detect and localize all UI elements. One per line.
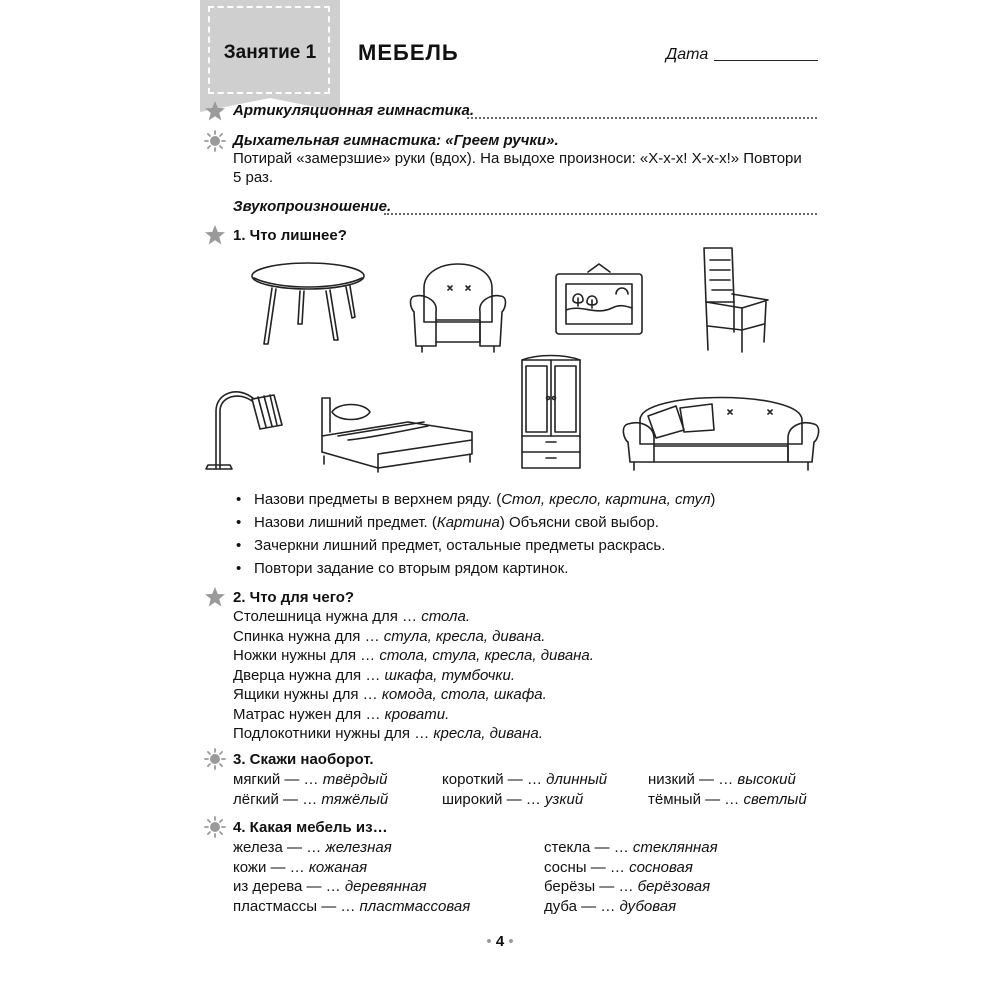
answer-text: берёзовая: [637, 878, 711, 895]
sound-heading: Звукопроизношение.: [233, 198, 392, 215]
answer-text: дубовая: [619, 897, 677, 915]
breath-text-line2: 5 раз.: [233, 169, 274, 186]
question-text: дуба — …: [544, 897, 620, 915]
bullet-text: Повтори задание со вторым рядом картинок.: [254, 560, 569, 577]
list-item: [442, 770, 607, 790]
question-text: из дерева — …: [233, 878, 345, 895]
answer-text: кровати.: [384, 705, 450, 723]
bullet-answer: Картина: [436, 514, 500, 531]
list-item: [233, 770, 388, 790]
question-text: низкий — …: [648, 771, 738, 788]
question-text: тёмный — …: [648, 790, 744, 808]
bullet-dot: •: [508, 933, 514, 950]
lesson-number: Занятие 1: [223, 42, 317, 63]
sun-icon: [204, 748, 226, 770]
wardrobe-picture[interactable]: [518, 352, 584, 470]
date-label: Дата: [666, 46, 709, 63]
answer-text: высокий: [737, 771, 796, 788]
question-text: Подлокотники нужны для …: [233, 725, 434, 742]
date-field[interactable]: [714, 60, 818, 61]
question-text: Ящики нужны для …: [233, 686, 382, 703]
task3-col-1: [233, 770, 388, 809]
bullet-answer: Стол, кресло, картина, стул: [501, 491, 711, 508]
list-item: [648, 790, 807, 810]
answer-text: пластмассовая: [359, 897, 471, 915]
task4-col-left: [233, 838, 470, 916]
bullet-text: Назови предметы в верхнем ряду. (: [254, 491, 502, 508]
question-text: Спинка нужна для …: [233, 627, 384, 645]
task1-bullets: [232, 488, 715, 580]
table-picture[interactable]: [248, 258, 368, 348]
question-text: стекла — …: [544, 839, 633, 856]
sofa-picture[interactable]: [622, 386, 820, 472]
task2-heading: 2. Что для чего?: [233, 589, 355, 606]
list-item: [233, 666, 594, 686]
answer-text: железная: [325, 839, 392, 856]
sun-icon: [204, 816, 226, 838]
task3-heading: 3. Скажи наоборот.: [233, 751, 374, 768]
page-title: МЕБЕЛЬ: [358, 40, 459, 65]
list-item: [232, 511, 715, 534]
answer-text: твёрдый: [322, 771, 388, 788]
list-item: [233, 705, 594, 725]
question-text: кожи — …: [233, 858, 309, 876]
question-text: Дверца нужна для …: [233, 666, 385, 684]
list-item: [544, 858, 718, 878]
star-icon: [204, 224, 226, 246]
artic-dotted-line: [467, 117, 817, 119]
list-item: [233, 607, 594, 627]
bullet-text: Назови лишний предмет. (: [254, 514, 437, 531]
sound-dotted-line: [384, 213, 817, 215]
list-item: [233, 838, 470, 858]
list-item: [233, 685, 594, 705]
list-item: [648, 770, 807, 790]
lamp-picture[interactable]: [202, 385, 286, 471]
answer-text: комода, стола, шкафа.: [381, 686, 547, 703]
question-text: короткий — …: [442, 771, 547, 788]
page-number-value: 4: [495, 933, 505, 950]
question-text: Ножки нужны для …: [233, 647, 380, 664]
question-text: берёзы — …: [544, 878, 638, 895]
list-item: [544, 838, 718, 858]
question-text: железа — …: [233, 839, 326, 856]
answer-text: стола, стула, кресла, дивана.: [379, 647, 594, 664]
answer-text: стула, кресла, дивана.: [383, 627, 546, 645]
task3-col-2: [442, 770, 607, 809]
list-item: [233, 858, 470, 878]
list-item: [233, 790, 388, 810]
painting-picture[interactable]: [552, 262, 646, 338]
list-item: [233, 877, 470, 897]
chair-picture[interactable]: [698, 246, 772, 358]
list-item: [233, 724, 594, 744]
answer-text: стеклянная: [632, 839, 718, 856]
list-item: [232, 557, 715, 580]
question-text: Столешница нужна для …: [233, 608, 422, 625]
star-icon: [204, 586, 226, 608]
bed-picture[interactable]: [318, 392, 478, 472]
list-item: [442, 790, 607, 810]
answer-text: деревянная: [344, 878, 427, 895]
answer-text: сосновая: [629, 858, 693, 876]
bullet-text: ) Объясни свой выбор.: [499, 514, 659, 531]
bullet-dot: •: [486, 933, 492, 950]
armchair-picture[interactable]: [408, 250, 508, 360]
sun-icon: [204, 130, 226, 152]
task3-col-3: [648, 770, 807, 809]
question-text: сосны — …: [544, 858, 630, 876]
answer-text: светлый: [743, 790, 807, 808]
list-item: [233, 897, 470, 917]
task4-heading: 4. Какая мебель из…: [233, 819, 388, 836]
list-item: [232, 488, 715, 511]
bullet-text: Зачеркни лишний предмет, остальные предметы раскрась.: [254, 537, 666, 554]
star-icon: [204, 100, 226, 122]
answer-text: стола.: [421, 608, 470, 625]
answer-text: узкий: [544, 790, 584, 808]
question-text: мягкий — …: [233, 771, 323, 788]
breath-heading: Дыхательная гимнастика: «Греем ручки».: [233, 132, 559, 149]
question-text: Матрас нужен для …: [233, 705, 385, 723]
bullet-text: ): [710, 491, 716, 508]
question-text: широкий — …: [442, 790, 545, 808]
task4-col-right: [544, 838, 718, 916]
list-item: [232, 534, 715, 557]
artic-heading: Артикуляционная гимнастика.: [233, 102, 475, 119]
answer-text: длинный: [546, 771, 608, 788]
answer-text: шкафа, тумбочки.: [384, 666, 515, 684]
breath-text-line1: Потирай «замерзшие» руки (вдох). На выдохе произноси: «Х-х-х! Х-х-х!» Повтори: [233, 150, 802, 167]
list-item: [233, 646, 594, 666]
list-item: [544, 877, 718, 897]
answer-text: тяжёлый: [321, 790, 389, 808]
question-text: пластмассы — …: [233, 897, 360, 915]
answer-text: кресла, дивана.: [433, 725, 543, 742]
page-number: [470, 933, 530, 950]
answer-text: кожаная: [308, 858, 368, 876]
list-item: [544, 897, 718, 917]
task1-heading: 1. Что лишнее?: [233, 227, 347, 244]
question-text: лёгкий — …: [233, 790, 322, 808]
task2-lines: [233, 607, 594, 744]
list-item: [233, 627, 594, 647]
